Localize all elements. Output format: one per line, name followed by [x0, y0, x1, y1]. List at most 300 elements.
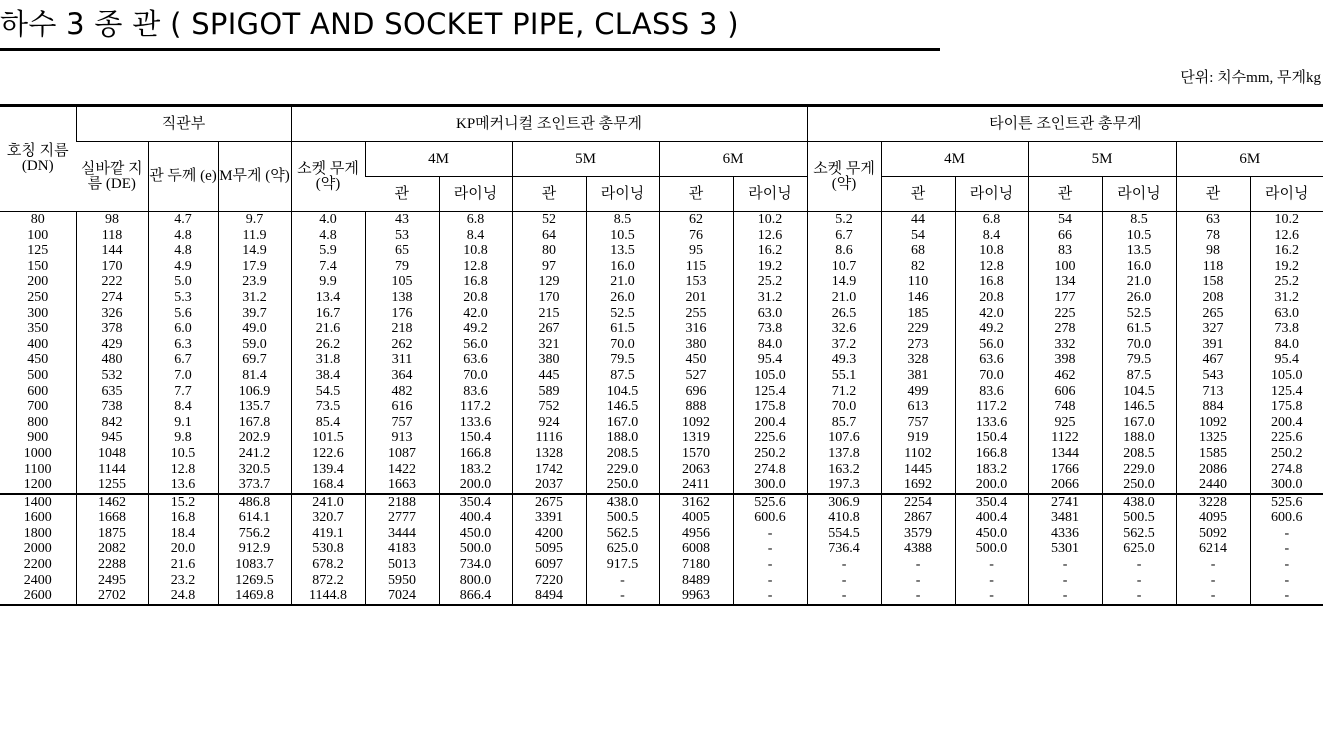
table-cell: 225 — [1028, 306, 1102, 322]
table-cell: 250.2 — [733, 446, 807, 462]
table-cell: 250.0 — [586, 477, 659, 494]
header-straight-group: 직관부 — [76, 106, 291, 142]
table-cell: 913 — [365, 430, 439, 446]
table-cell: - — [1250, 541, 1323, 557]
header-kp-socket-weight: 소켓 무게 (약) — [291, 142, 365, 212]
table-cell: 925 — [1028, 415, 1102, 431]
table-cell: 2188 — [365, 494, 439, 511]
table-cell: 104.5 — [586, 384, 659, 400]
table-cell: 122.6 — [291, 446, 365, 462]
table-row — [0, 212, 1323, 228]
table-cell: 167.8 — [218, 415, 291, 431]
table-cell: 118 — [1176, 259, 1250, 275]
table-cell: 5.3 — [148, 290, 218, 306]
table-cell: 10.7 — [807, 259, 881, 275]
header-kp-5m-lining: 라이닝 — [586, 177, 659, 212]
table-cell: 400.4 — [955, 510, 1028, 526]
table-cell: 500 — [27, 367, 49, 383]
table-cell: 68 — [881, 243, 955, 259]
table-cell: 1102 — [881, 446, 955, 462]
table-cell: 274.8 — [1250, 462, 1323, 478]
table-cell: 321 — [512, 337, 586, 353]
table-cell: 95 — [659, 243, 733, 259]
header-tyton-4m-lining: 라이닝 — [955, 177, 1028, 212]
table-cell: 600 — [27, 383, 49, 399]
table-cell: 320.7 — [291, 510, 365, 526]
table-cell: 52.5 — [1102, 306, 1176, 322]
table-cell: 696 — [659, 384, 733, 400]
table-cell: 332 — [1028, 337, 1102, 353]
table-cell: - — [586, 573, 659, 589]
table-cell: 6.3 — [148, 337, 218, 353]
table-cell: 20.0 — [148, 541, 218, 557]
table-cell: 438.0 — [586, 494, 659, 511]
table-cell: 1344 — [1028, 446, 1102, 462]
table-cell: 527 — [659, 368, 733, 384]
table-cell: 200.0 — [955, 477, 1028, 494]
table-cell: 63 — [1176, 212, 1250, 228]
table-cell: 14.9 — [218, 243, 291, 259]
table-cell: 1100 — [24, 461, 52, 477]
header-tyton-6m-pipe: 관 — [1176, 177, 1250, 212]
table-cell: 8.5 — [1102, 212, 1176, 228]
table-cell: 6097 — [512, 557, 586, 573]
table-cell: 6.7 — [807, 228, 881, 244]
table-cell: 738 — [76, 399, 148, 415]
table-cell: 4.8 — [148, 243, 218, 259]
table-cell: 76 — [659, 228, 733, 244]
table-cell: 2082 — [76, 541, 148, 557]
table-cell: 757 — [881, 415, 955, 431]
table-cell: 1325 — [1176, 430, 1250, 446]
table-cell: 265 — [1176, 306, 1250, 322]
table-cell: 23.2 — [148, 573, 218, 589]
table-row — [0, 494, 1323, 511]
table-cell: 2400 — [23, 572, 52, 588]
table-cell: 6.0 — [148, 321, 218, 337]
table-cell: 12.8 — [439, 259, 512, 275]
table-cell: 150.4 — [439, 430, 512, 446]
table-cell: - — [1176, 573, 1250, 589]
table-cell: 117.2 — [439, 399, 512, 415]
table-cell: 175.8 — [1250, 399, 1323, 415]
header-nominal: 호칭 지름 (DN) — [0, 106, 76, 212]
table-cell: 229.0 — [1102, 462, 1176, 478]
table-cell: 13.5 — [1102, 243, 1176, 259]
table-cell: 613 — [881, 399, 955, 415]
table-cell: 7220 — [512, 573, 586, 589]
table-cell: - — [1176, 588, 1250, 605]
table-cell: 273 — [881, 337, 955, 353]
table-cell: 2675 — [512, 494, 586, 511]
header-thickness: 관 두께 (e) — [148, 142, 218, 212]
table-cell: 438.0 — [1102, 494, 1176, 511]
table-cell: - — [881, 573, 955, 589]
table-cell: 6.8 — [439, 212, 512, 228]
header-tyton-6m: 6M — [1176, 142, 1323, 177]
table-cell: 188.0 — [586, 430, 659, 446]
table-cell: 2063 — [659, 462, 733, 478]
table-cell: 1445 — [881, 462, 955, 478]
table-cell: 267 — [512, 321, 586, 337]
table-cell: 614.1 — [218, 510, 291, 526]
table-cell: 419.1 — [291, 526, 365, 542]
table-cell: - — [1250, 526, 1323, 542]
table-cell: 38.4 — [291, 368, 365, 384]
table-cell: 2867 — [881, 510, 955, 526]
table-row — [0, 588, 1323, 605]
table-cell: - — [1028, 588, 1102, 605]
table-cell: 5013 — [365, 557, 439, 573]
unit-note: 단위: 치수mm, 무게kg — [1180, 70, 1321, 86]
table-cell: 350 — [27, 321, 49, 337]
title-underline — [0, 48, 940, 51]
table-cell: 400 — [27, 336, 49, 352]
table-cell: 4.7 — [148, 212, 218, 228]
table-cell: 7.0 — [148, 368, 218, 384]
table-cell: 225.6 — [733, 430, 807, 446]
table-cell: 53 — [365, 228, 439, 244]
table-cell: 241.0 — [291, 494, 365, 511]
table-cell: 80 — [512, 243, 586, 259]
table-cell: 625.0 — [586, 541, 659, 557]
table-cell: 328 — [881, 352, 955, 368]
table-cell: 306.9 — [807, 494, 881, 511]
table-cell: 2600 — [0, 588, 76, 605]
table-cell: 26.2 — [291, 337, 365, 353]
table-cell: 16.8 — [955, 274, 1028, 290]
table-cell: 7180 — [659, 557, 733, 573]
table-cell: 87.5 — [586, 368, 659, 384]
table-cell: 84.0 — [733, 337, 807, 353]
table-row — [0, 573, 1323, 589]
table-cell: 54 — [1028, 212, 1102, 228]
table-cell: 59.0 — [218, 337, 291, 353]
table-row — [0, 541, 1323, 557]
table-cell: 16.8 — [439, 274, 512, 290]
header-kp-4m: 4M — [365, 142, 512, 177]
table-cell: 10.5 — [1102, 228, 1176, 244]
table-cell: 4956 — [659, 526, 733, 542]
table-cell: - — [955, 557, 1028, 573]
table-cell: 381 — [881, 368, 955, 384]
table-cell: - — [1250, 588, 1323, 605]
table-cell: 70.0 — [1102, 337, 1176, 353]
table-cell: 4.9 — [148, 259, 218, 275]
table-cell: 200.0 — [439, 477, 512, 494]
table-cell: 6008 — [659, 541, 733, 557]
table-cell: 52 — [512, 212, 586, 228]
table-cell: 208.5 — [1102, 446, 1176, 462]
table-cell: 70.0 — [439, 368, 512, 384]
table-cell: 316 — [659, 321, 733, 337]
table-cell: 4005 — [659, 510, 733, 526]
table-cell: - — [807, 588, 881, 605]
table-cell: 19.2 — [733, 259, 807, 275]
table-cell: 105.0 — [1250, 368, 1323, 384]
table-cell: 82 — [881, 259, 955, 275]
table-cell: 3444 — [365, 526, 439, 542]
header-tyton-5m: 5M — [1028, 142, 1176, 177]
table-cell: 16.2 — [733, 243, 807, 259]
table-cell: 2037 — [512, 477, 586, 494]
table-cell: 1144 — [76, 462, 148, 478]
table-cell: - — [733, 588, 807, 605]
table-cell: 1692 — [881, 477, 955, 494]
table-cell: - — [586, 588, 659, 605]
table-cell: 525.6 — [733, 494, 807, 511]
table-cell: 480 — [76, 352, 148, 368]
table-cell: 1668 — [76, 510, 148, 526]
table-cell: 5950 — [365, 573, 439, 589]
table-cell: 129 — [512, 274, 586, 290]
table-cell: 1255 — [76, 477, 148, 494]
table-cell: 1116 — [512, 430, 586, 446]
table-cell: 225.6 — [1250, 430, 1323, 446]
table-cell: 183.2 — [955, 462, 1028, 478]
table-cell: 8.6 — [807, 243, 881, 259]
table-cell: 21.6 — [291, 321, 365, 337]
table-cell: - — [733, 573, 807, 589]
table-cell: 229.0 — [586, 462, 659, 478]
table-cell: 250 — [27, 289, 49, 305]
table-cell: 63.0 — [1250, 306, 1323, 322]
table-cell: 37.2 — [807, 337, 881, 353]
table-cell: 135.7 — [218, 399, 291, 415]
table-cell: 4.8 — [291, 228, 365, 244]
table-cell: 9.1 — [148, 415, 218, 431]
table-cell: 945 — [76, 430, 148, 446]
table-cell: 12.8 — [955, 259, 1028, 275]
table-cell: 61.5 — [586, 321, 659, 337]
table-cell: 5095 — [512, 541, 586, 557]
table-cell: 115 — [659, 259, 733, 275]
table-cell: 9.7 — [218, 212, 291, 228]
table-cell: 21.0 — [586, 274, 659, 290]
table-cell: 255 — [659, 306, 733, 322]
table-cell: 73.8 — [733, 321, 807, 337]
table-cell: 400.4 — [439, 510, 512, 526]
header-tyton-4m: 4M — [881, 142, 1028, 177]
table-cell: 589 — [512, 384, 586, 400]
table-cell: 78 — [1176, 228, 1250, 244]
table-cell: 734.0 — [439, 557, 512, 573]
table-cell: 100 — [27, 227, 49, 243]
header-outer-diameter: 실바깥 지름 (DE) — [76, 142, 148, 212]
table-cell: 888 — [659, 399, 733, 415]
table-cell: 1328 — [512, 446, 586, 462]
table-cell: 635 — [76, 384, 148, 400]
header-kp-4m-pipe: 관 — [365, 177, 439, 212]
table-cell: 600.6 — [1250, 510, 1323, 526]
table-cell: 62 — [659, 212, 733, 228]
table-cell: 229 — [881, 321, 955, 337]
table-cell: 3579 — [881, 526, 955, 542]
table-cell: 42.0 — [955, 306, 1028, 322]
table-cell: - — [733, 541, 807, 557]
table-cell: 1083.7 — [218, 557, 291, 573]
table-row — [0, 446, 1323, 462]
table-cell: 98 — [76, 212, 148, 228]
table-cell: - — [1102, 557, 1176, 573]
table-cell: 2254 — [881, 494, 955, 511]
table-cell: 12.6 — [733, 228, 807, 244]
table-cell: 2440 — [1176, 477, 1250, 494]
table-cell: 84.0 — [1250, 337, 1323, 353]
header-tyton-socket-weight: 소켓 무게 (약) — [807, 142, 881, 212]
table-cell: 5.0 — [148, 274, 218, 290]
table-cell: 1585 — [1176, 446, 1250, 462]
table-cell: 917.5 — [586, 557, 659, 573]
table-cell: 118 — [76, 228, 148, 244]
table-cell: 80 — [30, 212, 45, 227]
table-cell: - — [1176, 557, 1250, 573]
table-cell: 139.4 — [291, 462, 365, 478]
table-cell: 1087 — [365, 446, 439, 462]
table-cell: 100 — [1028, 259, 1102, 275]
table-cell: 153 — [659, 274, 733, 290]
table-cell: 499 — [881, 384, 955, 400]
header-kp-6m-lining: 라이닝 — [733, 177, 807, 212]
table-cell: 105.0 — [733, 368, 807, 384]
table-cell: 9.8 — [148, 430, 218, 446]
table-cell: 2086 — [1176, 462, 1250, 478]
table-cell: 81.4 — [218, 368, 291, 384]
table-cell: 200.4 — [733, 415, 807, 431]
table-cell: 150 — [27, 258, 49, 274]
table-cell: 44 — [881, 212, 955, 228]
table-cell: 11.9 — [218, 228, 291, 244]
table-cell: 166.8 — [955, 446, 1028, 462]
table-row — [0, 415, 1323, 431]
table-cell: 79 — [365, 259, 439, 275]
table-cell: 218 — [365, 321, 439, 337]
table-cell: 532 — [76, 368, 148, 384]
table-cell: 2000 — [23, 541, 52, 557]
table-cell: 16.8 — [148, 510, 218, 526]
table-cell: 95.4 — [733, 352, 807, 368]
table-cell: 450 — [659, 352, 733, 368]
table-cell: 200.4 — [1250, 415, 1323, 431]
pipe-spec-table — [0, 104, 1323, 606]
table-cell: 9.9 — [291, 274, 365, 290]
table-cell: 1469.8 — [218, 588, 291, 605]
table-cell: 188.0 — [1102, 430, 1176, 446]
table-cell: 105 — [365, 274, 439, 290]
table-cell: 398 — [1028, 352, 1102, 368]
table-cell: 79.5 — [586, 352, 659, 368]
table-cell: 600.6 — [733, 510, 807, 526]
table-cell: 150.4 — [955, 430, 1028, 446]
table-cell: 482 — [365, 384, 439, 400]
table-row — [0, 477, 1323, 494]
table-cell: 278 — [1028, 321, 1102, 337]
table-cell: 12.8 — [148, 462, 218, 478]
table-cell: 373.7 — [218, 477, 291, 494]
table-cell: 1600 — [23, 510, 52, 526]
table-cell: 25.2 — [1250, 274, 1323, 290]
table-cell: 133.6 — [955, 415, 1028, 431]
table-cell: 300.0 — [1250, 477, 1323, 494]
table-cell: 606 — [1028, 384, 1102, 400]
table-cell: 4336 — [1028, 526, 1102, 542]
table-cell: - — [1250, 573, 1323, 589]
table-cell: 43 — [365, 212, 439, 228]
table-cell: 61.5 — [1102, 321, 1176, 337]
table-row — [0, 321, 1323, 337]
table-cell: 1742 — [512, 462, 586, 478]
table-cell: 146.5 — [1102, 399, 1176, 415]
table-cell: 5.2 — [807, 212, 881, 228]
table-cell: 450.0 — [955, 526, 1028, 542]
table-cell: 202.9 — [218, 430, 291, 446]
table-cell: 10.5 — [148, 446, 218, 462]
table-cell: 183.2 — [439, 462, 512, 478]
table-cell: 467 — [1176, 352, 1250, 368]
table-cell: 21.6 — [148, 557, 218, 573]
table-cell: 158 — [1176, 274, 1250, 290]
table-cell: 106.9 — [218, 384, 291, 400]
table-cell: 380 — [512, 352, 586, 368]
table-cell: 3162 — [659, 494, 733, 511]
table-cell: 167.0 — [586, 415, 659, 431]
header-tyton-5m-pipe: 관 — [1028, 177, 1102, 212]
table-cell: 919 — [881, 430, 955, 446]
table-cell: 445 — [512, 368, 586, 384]
table-cell: 16.7 — [291, 306, 365, 322]
table-cell: 83.6 — [955, 384, 1028, 400]
table-cell: 274 — [76, 290, 148, 306]
table-cell: 25.2 — [733, 274, 807, 290]
header-kp-6m: 6M — [659, 142, 807, 177]
table-cell: 748 — [1028, 399, 1102, 415]
table-cell: 49.2 — [439, 321, 512, 337]
table-cell: 800 — [27, 414, 49, 430]
table-cell: 2200 — [23, 557, 52, 573]
table-cell: 208.5 — [586, 446, 659, 462]
header-tyton-group: 타이튼 조인트관 총무게 — [807, 106, 1323, 142]
table-cell: - — [1250, 557, 1323, 573]
table-cell: - — [1028, 557, 1102, 573]
table-cell: 2495 — [76, 573, 148, 589]
table-cell: 327 — [1176, 321, 1250, 337]
table-cell: 8.4 — [439, 228, 512, 244]
table-cell: 543 — [1176, 368, 1250, 384]
header-kp-5m: 5M — [512, 142, 659, 177]
table-cell: 32.6 — [807, 321, 881, 337]
table-row — [0, 557, 1323, 573]
table-cell: 700 — [27, 399, 49, 415]
table-cell: 8489 — [659, 573, 733, 589]
table-cell: 300 — [27, 305, 49, 321]
table-cell: 713 — [1176, 384, 1250, 400]
table-cell: 9963 — [659, 588, 733, 605]
table-cell: 1875 — [76, 526, 148, 542]
table-cell: 872.2 — [291, 573, 365, 589]
table-cell: 87.5 — [1102, 368, 1176, 384]
table-row — [0, 228, 1323, 244]
table-cell: 12.6 — [1250, 228, 1323, 244]
table-cell: 137.8 — [807, 446, 881, 462]
table-cell: 10.5 — [586, 228, 659, 244]
table-row — [0, 290, 1323, 306]
table-cell: 1144.8 — [291, 588, 365, 605]
table-cell: 54.5 — [291, 384, 365, 400]
table-cell: 2741 — [1028, 494, 1102, 511]
table-cell: 378 — [76, 321, 148, 337]
table-cell: 101.5 — [291, 430, 365, 446]
table-cell: 500.5 — [586, 510, 659, 526]
